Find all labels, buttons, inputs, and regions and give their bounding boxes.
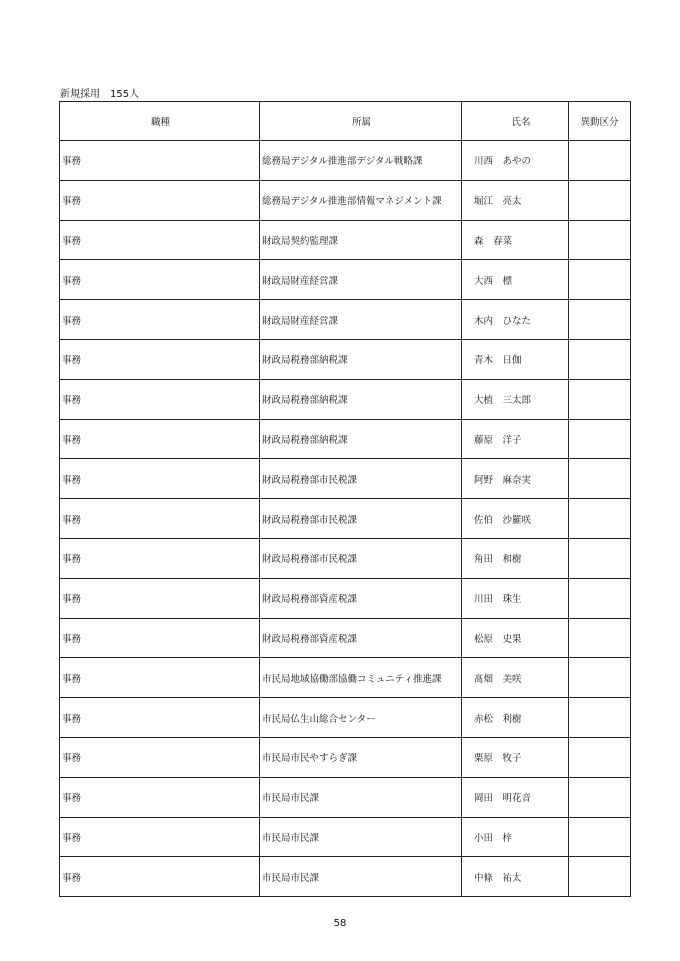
table-row (60, 817, 631, 857)
cell-department: 市民局市民課 (260, 857, 462, 897)
cell-transfer-category (569, 339, 631, 379)
cell-job-type: 事務 (60, 499, 260, 539)
cell-name: 中條 祐太 (462, 857, 569, 897)
cell-name: 阿野 麻奈実 (462, 459, 569, 499)
cell-transfer-category (569, 777, 631, 817)
cell-name: 森 春菜 (462, 220, 569, 260)
cell-job-type: 事務 (60, 737, 260, 777)
cell-job-type: 事務 (60, 857, 260, 897)
header-department: 所属 (260, 102, 462, 141)
header-transfer-category: 異動区分 (569, 102, 631, 141)
cell-job-type: 事務 (60, 777, 260, 817)
cell-name: 角田 和樹 (462, 538, 569, 578)
cell-transfer-category (569, 300, 631, 340)
cell-name: 佐伯 沙羅咲 (462, 499, 569, 539)
cell-transfer-category (569, 260, 631, 300)
cell-job-type: 事務 (60, 220, 260, 260)
cell-job-type: 事務 (60, 260, 260, 300)
cell-transfer-category (569, 538, 631, 578)
table-row (60, 141, 631, 181)
table-row (60, 538, 631, 578)
cell-department: 財政局税務部資産税課 (260, 578, 462, 618)
table-header-row (60, 102, 631, 141)
cell-department: 財政局税務部資産税課 (260, 618, 462, 658)
table-row (60, 857, 631, 897)
table-row (60, 379, 631, 419)
cell-job-type: 事務 (60, 141, 260, 181)
cell-job-type: 事務 (60, 538, 260, 578)
cell-job-type: 事務 (60, 379, 260, 419)
cell-transfer-category (569, 857, 631, 897)
cell-name: 岡田 明花音 (462, 777, 569, 817)
cell-transfer-category (569, 220, 631, 260)
table-row (60, 618, 631, 658)
cell-name: 堀江 亮太 (462, 180, 569, 220)
cell-transfer-category (569, 817, 631, 857)
cell-name: 藤原 洋子 (462, 419, 569, 459)
cell-department: 財政局税務部納税課 (260, 379, 462, 419)
table-row (60, 180, 631, 220)
cell-department: 市民局市民課 (260, 777, 462, 817)
table-row (60, 578, 631, 618)
cell-name: 松原 史果 (462, 618, 569, 658)
table-row (60, 300, 631, 340)
cell-name: 赤松 利樹 (462, 698, 569, 738)
cell-name: 青木 日伽 (462, 339, 569, 379)
cell-department: 市民局地域協働部協働コミュニティ推進課 (260, 658, 462, 698)
cell-department: 市民局市民やすらぎ課 (260, 737, 462, 777)
cell-name: 大西 標 (462, 260, 569, 300)
cell-transfer-category (569, 737, 631, 777)
cell-department: 財政局財産経営課 (260, 260, 462, 300)
table-row (60, 459, 631, 499)
cell-transfer-category (569, 658, 631, 698)
cell-name: 大植 三太郎 (462, 379, 569, 419)
table-caption: 新規採用 155人 (60, 89, 140, 100)
page-number: 58 (333, 918, 347, 929)
cell-name: 川西 あやの (462, 141, 569, 181)
cell-transfer-category (569, 180, 631, 220)
cell-transfer-category (569, 459, 631, 499)
cell-job-type: 事務 (60, 459, 260, 499)
cell-name: 木内 ひなた (462, 300, 569, 340)
cell-department: 財政局契約監理課 (260, 220, 462, 260)
cell-job-type: 事務 (60, 339, 260, 379)
cell-job-type: 事務 (60, 419, 260, 459)
table-row (60, 339, 631, 379)
cell-department: 財政局税務部納税課 (260, 419, 462, 459)
cell-transfer-category (569, 578, 631, 618)
cell-name: 小田 梓 (462, 817, 569, 857)
cell-job-type: 事務 (60, 658, 260, 698)
cell-name: 栗原 牧子 (462, 737, 569, 777)
cell-department: 財政局税務部市民税課 (260, 538, 462, 578)
cell-department: 財政局税務部納税課 (260, 339, 462, 379)
cell-transfer-category (569, 379, 631, 419)
header-job-type: 職種 (60, 102, 260, 141)
table-row (60, 777, 631, 817)
cell-job-type: 事務 (60, 618, 260, 658)
header-name: 氏名 (462, 102, 569, 141)
cell-job-type: 事務 (60, 817, 260, 857)
cell-transfer-category (569, 419, 631, 459)
cell-department: 財政局財産経営課 (260, 300, 462, 340)
cell-transfer-category (569, 618, 631, 658)
cell-transfer-category (569, 141, 631, 181)
cell-department: 市民局仏生山総合センター (260, 698, 462, 738)
cell-transfer-category (569, 499, 631, 539)
table-row (60, 260, 631, 300)
table-row (60, 220, 631, 260)
cell-department: 財政局税務部市民税課 (260, 459, 462, 499)
cell-name: 川田 珠生 (462, 578, 569, 618)
cell-department: 財政局税務部市民税課 (260, 499, 462, 539)
cell-transfer-category (569, 698, 631, 738)
personnel-table (59, 101, 631, 897)
cell-job-type: 事務 (60, 300, 260, 340)
table-row (60, 737, 631, 777)
cell-department: 総務局デジタル推進部デジタル戦略課 (260, 141, 462, 181)
table-row (60, 698, 631, 738)
cell-department: 総務局デジタル推進部情報マネジメント課 (260, 180, 462, 220)
cell-job-type: 事務 (60, 180, 260, 220)
table-row (60, 658, 631, 698)
table-row (60, 499, 631, 539)
table-row (60, 419, 631, 459)
cell-job-type: 事務 (60, 578, 260, 618)
cell-department: 市民局市民課 (260, 817, 462, 857)
cell-job-type: 事務 (60, 698, 260, 738)
cell-name: 髙畑 美咲 (462, 658, 569, 698)
